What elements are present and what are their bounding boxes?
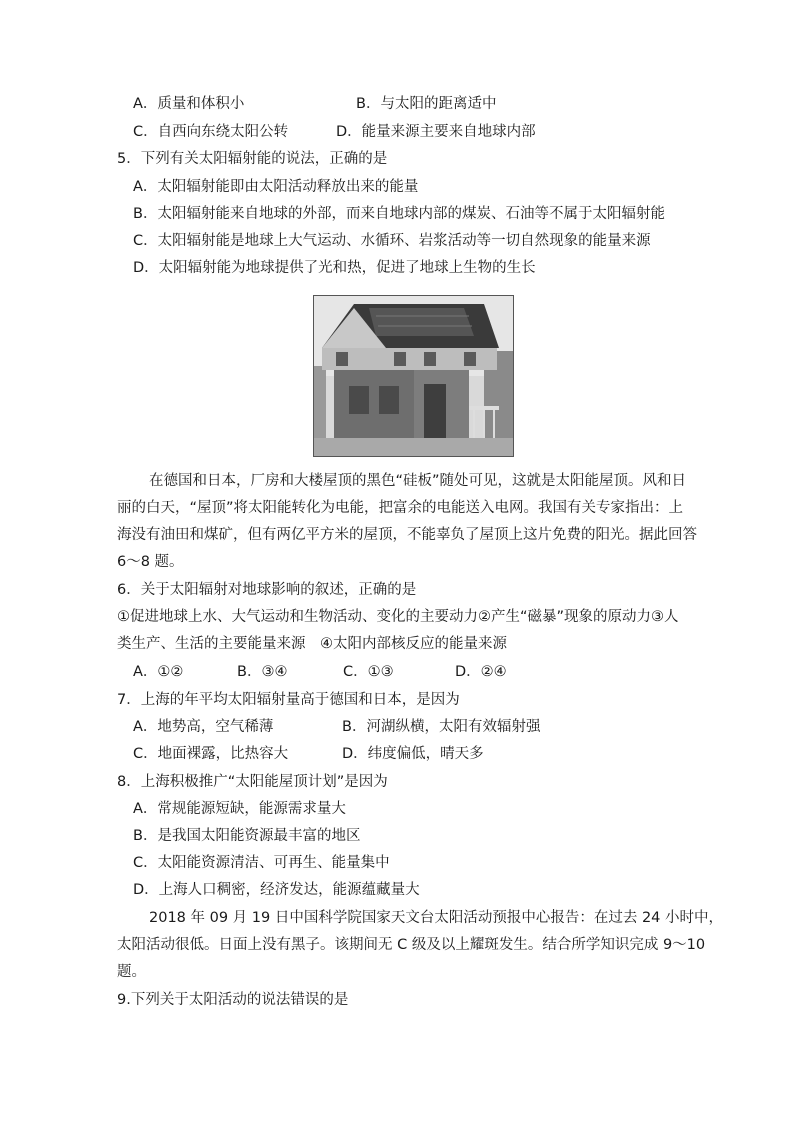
passage2-line3: 题。 <box>117 964 146 980</box>
q8-option-c: C．太阳能资源清洁、可再生、能量集中 <box>133 855 390 871</box>
q7-stem: 7．上海的年平均太阳辐射量高于德国和日本，是因为 <box>117 692 460 708</box>
q5-option-c: C．太阳辐射能是地球上大气运动、水循环、岩浆活动等一切自然现象的能量来源 <box>133 233 651 249</box>
q5-option-b: B．太阳辐射能来自地球的外部，而来自地球内部的煤炭、石油等不属于太阳辐射能 <box>133 206 665 222</box>
q4-option-c: C．自西向东绕太阳公转 <box>133 124 289 140</box>
solar-roof-house-photo <box>313 295 514 457</box>
q8-option-b: B．是我国太阳能资源最丰富的地区 <box>133 828 361 844</box>
q8-option-d: D．上海人口稠密，经济发达，能源蕴藏量大 <box>133 882 420 898</box>
q7-option-b: B．河湖纵横，太阳有效辐射强 <box>342 719 541 735</box>
q8-stem: 8．上海积极推广“太阳能屋顶计划”是因为 <box>117 774 388 790</box>
passage1-line2: 丽的白天，“屋顶”将太阳能转化为电能，把富余的电能送入电网。我国有关专家指出：上 <box>117 500 684 516</box>
q7-option-a: A．地势高，空气稀薄 <box>133 719 274 735</box>
q4-option-a: A．质量和体积小 <box>133 96 245 112</box>
q5-option-a: A．太阳辐射能即由太阳活动释放出来的能量 <box>133 179 419 195</box>
q6-option-a: A．①② <box>133 664 184 680</box>
passage1-line1: 在德国和日本，厂房和大楼屋顶的黑色“硅板”随处可见，这就是太阳能屋顶。风和日 <box>149 473 687 489</box>
q6-items-line2: 类生产、生活的主要能量来源 ④太阳内部核反应的能量来源 <box>117 636 507 652</box>
passage1-line4: 6～8 题。 <box>117 554 184 570</box>
q5-option-d: D．太阳辐射能为地球提供了光和热，促进了地球上生物的生长 <box>133 260 536 276</box>
q8-option-a: A．常规能源短缺，能源需求量大 <box>133 801 346 817</box>
q6-option-b: B．③④ <box>237 664 288 680</box>
q7-option-d: D．纬度偏低，晴天多 <box>342 746 484 762</box>
q6-option-d: D．②④ <box>455 664 507 680</box>
q4-option-b: B．与太阳的距离适中 <box>356 96 497 112</box>
passage2-line1: 2018 年 09 月 19 日中国科学院国家天文台太阳活动预报中心报告：在过去 24 小时中， <box>149 910 724 926</box>
q6-stem: 6．关于太阳辐射对地球影响的叙述，正确的是 <box>117 582 417 598</box>
passage1-line3: 海没有油田和煤矿，但有两亿平方米的屋顶，不能辜负了屋顶上这片免费的阳光。据此回答 <box>117 527 697 543</box>
passage2-line2: 太阳活动很低。日面上没有黑子。该期间无 C 级及以上耀斑发生。结合所学知识完成 9～10 <box>117 937 706 953</box>
q9-stem: 9.下列关于太阳活动的说法错误的是 <box>117 992 349 1008</box>
q4-option-d: D．能量来源主要来自地球内部 <box>336 124 536 140</box>
q6-option-c: C．①③ <box>343 664 394 680</box>
q6-items-line1: ①促进地球上水、大气运动和生物活动、变化的主要动力②产生“磁暴”现象的原动力③人 <box>117 609 679 625</box>
q7-option-c: C．地面裸露，比热容大 <box>133 746 289 762</box>
q5-stem: 5．下列有关太阳辐射能的说法，正确的是 <box>117 151 388 167</box>
